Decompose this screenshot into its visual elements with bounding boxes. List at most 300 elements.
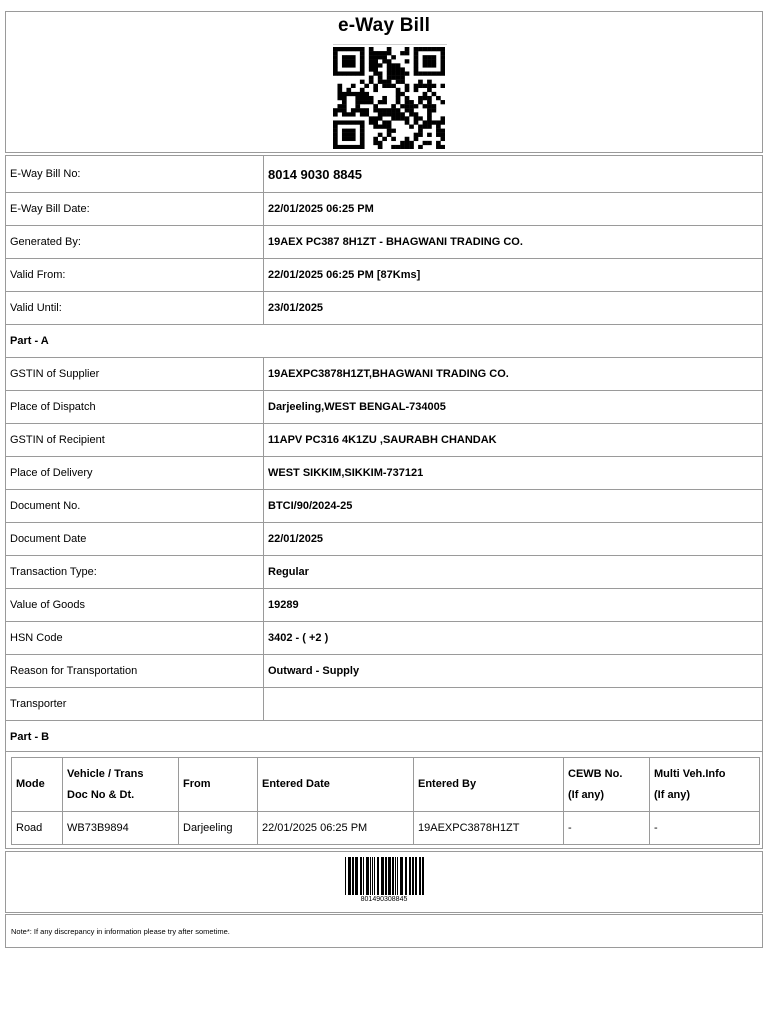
qr-module	[414, 59, 419, 63]
qr-module	[400, 145, 405, 149]
qr-module	[378, 141, 383, 145]
qr-module	[391, 67, 396, 71]
qr-module	[369, 55, 374, 59]
qr-module	[373, 67, 378, 71]
qr-module	[423, 96, 428, 100]
qr-module	[405, 116, 410, 120]
column-header	[12, 758, 63, 812]
qr-module	[337, 92, 342, 96]
qr-module	[391, 104, 396, 108]
qr-module	[333, 67, 338, 71]
qr-module	[355, 120, 360, 124]
qr-module	[396, 96, 401, 100]
note-text: Note*: If any discrepancy in information please try after sometime.	[11, 927, 230, 936]
barcode-bar	[412, 857, 414, 895]
qr-module	[427, 84, 432, 88]
qr-module	[351, 120, 356, 124]
qr-module	[360, 51, 365, 55]
qr-module	[351, 112, 356, 116]
qr-module	[391, 63, 396, 67]
qr-module	[400, 112, 405, 116]
qr-module	[378, 100, 383, 104]
qr-module	[346, 145, 351, 149]
qr-module	[418, 71, 423, 75]
part-b-section	[5, 751, 763, 849]
detail-row	[6, 457, 763, 490]
qr-module	[373, 108, 378, 112]
qr-module	[414, 71, 419, 75]
qr-module	[427, 63, 432, 67]
qr-module	[346, 129, 351, 133]
qr-module	[391, 137, 396, 141]
qr-module	[432, 63, 437, 67]
qr-module	[432, 84, 437, 88]
qr-module	[441, 84, 445, 88]
qr-module	[409, 104, 414, 108]
qr-module	[396, 108, 401, 112]
qr-module	[355, 100, 360, 104]
detail-row	[6, 688, 763, 721]
qr-module	[387, 108, 392, 112]
qr-module	[373, 63, 378, 67]
qr-module	[355, 96, 360, 100]
barcode-bar	[419, 857, 421, 895]
qr-module	[405, 141, 410, 145]
qr-module	[337, 71, 342, 75]
qr-module	[441, 137, 445, 141]
qr-module	[373, 141, 378, 145]
column-header	[564, 758, 650, 812]
column-header	[258, 758, 414, 812]
qr-module	[378, 63, 383, 67]
qr-module	[400, 141, 405, 145]
qr-module	[333, 120, 338, 124]
qr-module	[427, 141, 432, 145]
qr-module	[405, 96, 410, 100]
qr-module	[333, 112, 338, 116]
barcode-bar	[422, 857, 424, 895]
qr-module	[351, 55, 356, 59]
barcode-bar	[348, 857, 351, 895]
qr-module	[441, 63, 445, 67]
column-header	[63, 758, 179, 812]
qr-module	[418, 129, 423, 133]
qr-module	[378, 133, 383, 137]
qr-module	[342, 120, 347, 124]
qr-module	[373, 71, 378, 75]
qr-module	[400, 76, 405, 80]
qr-module	[373, 137, 378, 141]
qr-module	[360, 80, 365, 84]
qr-module	[351, 129, 356, 133]
qr-module	[373, 125, 378, 129]
qr-module	[333, 145, 338, 149]
field-label: E-Way Bill No:	[6, 156, 264, 193]
qr-module	[387, 112, 392, 116]
qr-module	[427, 120, 432, 124]
qr-module	[418, 125, 423, 129]
detail-row	[6, 193, 763, 226]
field-value: 19AEX PC387 8H1ZT - BHAGWANI TRADING CO.	[264, 226, 763, 259]
qr-module	[360, 133, 365, 137]
barcode-bar	[355, 857, 358, 895]
qr-module	[436, 145, 441, 149]
qr-module	[333, 59, 338, 63]
barcode-bar	[345, 857, 346, 895]
qr-module	[423, 84, 428, 88]
qr-module	[351, 59, 356, 63]
barcode-bar	[372, 857, 373, 895]
qr-module	[378, 112, 383, 116]
qr-module	[351, 47, 356, 51]
field-label: E-Way Bill Date:	[6, 193, 264, 226]
barcode-bar	[395, 857, 396, 895]
qr-module	[333, 55, 338, 59]
field-label: Generated By:	[6, 226, 264, 259]
qr-module	[382, 100, 387, 104]
qr-module	[396, 71, 401, 75]
column-header-line1: Entered By	[418, 778, 477, 790]
field-label: Document Date	[6, 523, 264, 556]
detail-row	[6, 490, 763, 523]
qr-module	[418, 80, 423, 84]
qr-module	[369, 63, 374, 67]
qr-module	[360, 137, 365, 141]
qr-module	[432, 108, 437, 112]
qr-module	[400, 51, 405, 55]
qr-module	[441, 120, 445, 124]
qr-module	[369, 67, 374, 71]
qr-module	[441, 71, 445, 75]
field-value: 22/01/2025 06:25 PM	[264, 193, 763, 226]
qr-module	[427, 80, 432, 84]
qr-module	[405, 71, 410, 75]
qr-module	[346, 88, 351, 92]
qr-module	[427, 47, 432, 51]
field-label: Document No.	[6, 490, 264, 523]
field-label: Transporter	[6, 688, 264, 721]
field-value: 23/01/2025	[264, 292, 763, 325]
qr-module	[364, 84, 369, 88]
qr-module	[382, 59, 387, 63]
qr-module	[378, 80, 383, 84]
qr-module	[333, 71, 338, 75]
qr-module	[441, 59, 445, 63]
qr-module	[441, 145, 445, 149]
qr-module	[427, 112, 432, 116]
qr-module	[396, 63, 401, 67]
qr-module	[405, 47, 410, 51]
column-header-line1: Multi Veh.Info	[654, 767, 726, 780]
qr-module	[351, 108, 356, 112]
field-value: WEST SIKKIM,SIKKIM-737121	[264, 457, 763, 490]
barcode-section	[5, 851, 763, 913]
qr-module	[373, 88, 378, 92]
barcode-bar	[381, 857, 384, 895]
qr-module	[346, 71, 351, 75]
qr-module	[436, 96, 441, 100]
table-cell: WB73B9894	[63, 812, 179, 845]
qr-module	[441, 129, 445, 133]
barcode-bar	[360, 857, 362, 895]
qr-module	[387, 120, 392, 124]
table-cell: Road	[12, 812, 63, 845]
qr-module	[360, 59, 365, 63]
title-divider	[333, 44, 447, 45]
qr-module	[432, 104, 437, 108]
qr-module	[387, 76, 392, 80]
barcode-bar	[377, 857, 379, 895]
qr-module	[378, 116, 383, 120]
qr-module	[382, 55, 387, 59]
qr-module	[382, 137, 387, 141]
field-value: 19AEXPC3878H1ZT,BHAGWANI TRADING CO.	[264, 358, 763, 391]
qr-module	[369, 100, 374, 104]
page-title: e-Way Bill	[337, 15, 431, 36]
qr-module	[414, 104, 419, 108]
column-header-line2: Doc No & Dt.	[67, 788, 135, 801]
qr-module	[373, 59, 378, 63]
qr-module	[369, 96, 374, 100]
qr-module	[382, 80, 387, 84]
qr-module	[405, 104, 410, 108]
qr-module	[333, 129, 338, 133]
qr-module	[360, 96, 365, 100]
qr-module	[342, 104, 347, 108]
qr-module	[427, 55, 432, 59]
qr-module	[387, 125, 392, 129]
qr-module	[360, 112, 365, 116]
table-cell: Darjeeling	[179, 812, 258, 845]
field-label: Valid From:	[6, 259, 264, 292]
qr-module	[387, 47, 392, 51]
qr-module	[418, 96, 423, 100]
qr-module	[337, 145, 342, 149]
detail-row	[6, 622, 763, 655]
qr-module	[387, 63, 392, 67]
qr-module	[423, 71, 428, 75]
qr-module	[396, 116, 401, 120]
qr-module	[441, 67, 445, 71]
qr-module	[382, 120, 387, 124]
qr-module	[400, 92, 405, 96]
qr-module	[423, 125, 428, 129]
qr-module	[436, 129, 441, 133]
qr-module	[405, 59, 410, 63]
qr-module	[400, 67, 405, 71]
qr-module	[414, 88, 419, 92]
qr-module	[436, 141, 441, 145]
qr-module	[360, 67, 365, 71]
qr-module	[364, 96, 369, 100]
qr-module	[418, 84, 423, 88]
table-cell: -	[650, 812, 760, 845]
table-cell: 22/01/2025 06:25 PM	[258, 812, 414, 845]
qr-module	[346, 92, 351, 96]
field-label: Transaction Type:	[6, 556, 264, 589]
field-value: 3402 - ( +2 )	[264, 622, 763, 655]
qr-module	[441, 100, 445, 104]
qr-module	[414, 55, 419, 59]
qr-module	[405, 100, 410, 104]
qr-module	[337, 88, 342, 92]
qr-module	[333, 51, 338, 55]
qr-module	[396, 112, 401, 116]
field-label: Reason for Transportation	[6, 655, 264, 688]
detail-row	[6, 226, 763, 259]
qr-module	[441, 133, 445, 137]
qr-module	[373, 120, 378, 124]
qr-module	[355, 92, 360, 96]
qr-module	[333, 108, 338, 112]
qr-module	[337, 120, 342, 124]
qr-module	[360, 129, 365, 133]
qr-module	[346, 59, 351, 63]
qr-module	[423, 92, 428, 96]
qr-module	[333, 141, 338, 145]
barcode-bar	[366, 857, 369, 895]
qr-module	[360, 141, 365, 145]
qr-module	[355, 108, 360, 112]
column-header-line1: Mode	[16, 778, 45, 790]
qr-module	[423, 63, 428, 67]
qr-module	[333, 137, 338, 141]
qr-module	[373, 84, 378, 88]
qr-module	[351, 71, 356, 75]
qr-module	[427, 133, 432, 137]
qr-module	[346, 112, 351, 116]
qr-module	[400, 80, 405, 84]
section-heading: Part - A	[6, 325, 763, 358]
qr-module	[351, 63, 356, 67]
field-label: GSTIN of Recipient	[6, 424, 264, 457]
qr-module	[342, 47, 347, 51]
qr-module	[342, 108, 347, 112]
qr-module	[373, 55, 378, 59]
qr-module	[391, 76, 396, 80]
qr-module	[364, 108, 369, 112]
field-value: 19289	[264, 589, 763, 622]
qr-code	[333, 47, 445, 149]
column-header-line2: (If any)	[654, 788, 691, 801]
field-value: Outward - Supply	[264, 655, 763, 688]
qr-module	[405, 88, 410, 92]
column-header-line1: From	[183, 778, 211, 790]
qr-module	[387, 129, 392, 133]
field-label: Valid Until:	[6, 292, 264, 325]
qr-module	[378, 145, 383, 149]
qr-module	[364, 100, 369, 104]
field-label: HSN Code	[6, 622, 264, 655]
qr-module	[418, 47, 423, 51]
qr-module	[427, 59, 432, 63]
qr-module	[405, 108, 410, 112]
qr-module	[432, 55, 437, 59]
field-value	[264, 688, 763, 721]
column-header-line1: Entered Date	[262, 778, 330, 790]
qr-module	[436, 125, 441, 129]
qr-module	[351, 92, 356, 96]
qr-module	[369, 116, 374, 120]
qr-module	[427, 108, 432, 112]
qr-module	[441, 47, 445, 51]
qr-module	[423, 47, 428, 51]
qr-module	[342, 55, 347, 59]
column-header-line1: CEWB No.	[568, 767, 623, 780]
qr-module	[342, 137, 347, 141]
column-header	[414, 758, 564, 812]
qr-module	[396, 80, 401, 84]
qr-module	[351, 84, 356, 88]
qr-module	[387, 71, 392, 75]
qr-module	[405, 145, 410, 149]
qr-module	[382, 51, 387, 55]
qr-module	[342, 92, 347, 96]
field-value: BTCI/90/2024-25	[264, 490, 763, 523]
barcode-bar	[392, 857, 394, 895]
qr-module	[418, 116, 423, 120]
qr-module	[409, 125, 414, 129]
qr-module	[432, 120, 437, 124]
qr-module	[337, 84, 342, 88]
qr-module	[405, 137, 410, 141]
detail-row	[6, 156, 763, 193]
qr-module	[387, 84, 392, 88]
qr-module	[387, 67, 392, 71]
qr-module	[337, 47, 342, 51]
qr-module	[414, 137, 419, 141]
qr-module	[369, 47, 374, 51]
detail-row	[6, 391, 763, 424]
qr-module	[342, 133, 347, 137]
qr-module	[414, 47, 419, 51]
qr-module	[351, 137, 356, 141]
qr-module	[396, 92, 401, 96]
qr-module	[360, 125, 365, 129]
qr-module	[382, 108, 387, 112]
qr-module	[360, 100, 365, 104]
qr-module	[342, 63, 347, 67]
qr-module	[427, 71, 432, 75]
qr-module	[342, 71, 347, 75]
qr-module	[423, 55, 428, 59]
field-value: 11APV PC316 4K1ZU ,SAURABH CHANDAK	[264, 424, 763, 457]
qr-module	[378, 108, 383, 112]
qr-module	[387, 59, 392, 63]
barcode-bar	[388, 857, 391, 895]
qr-module	[342, 100, 347, 104]
qr-module	[396, 76, 401, 80]
qr-module	[360, 55, 365, 59]
qr-module	[414, 51, 419, 55]
qr-module	[405, 120, 410, 124]
section-row	[6, 721, 763, 754]
qr-module	[427, 96, 432, 100]
qr-module	[391, 145, 396, 149]
barcode-bar	[374, 857, 375, 895]
qr-module	[360, 145, 365, 149]
detail-row	[6, 589, 763, 622]
qr-module	[423, 141, 428, 145]
qr-module	[427, 104, 432, 108]
qr-module	[337, 96, 342, 100]
qr-module	[409, 112, 414, 116]
qr-module	[418, 133, 423, 137]
qr-module	[369, 59, 374, 63]
qr-module	[378, 51, 383, 55]
barcode-bar	[385, 857, 387, 895]
column-header	[650, 758, 760, 812]
